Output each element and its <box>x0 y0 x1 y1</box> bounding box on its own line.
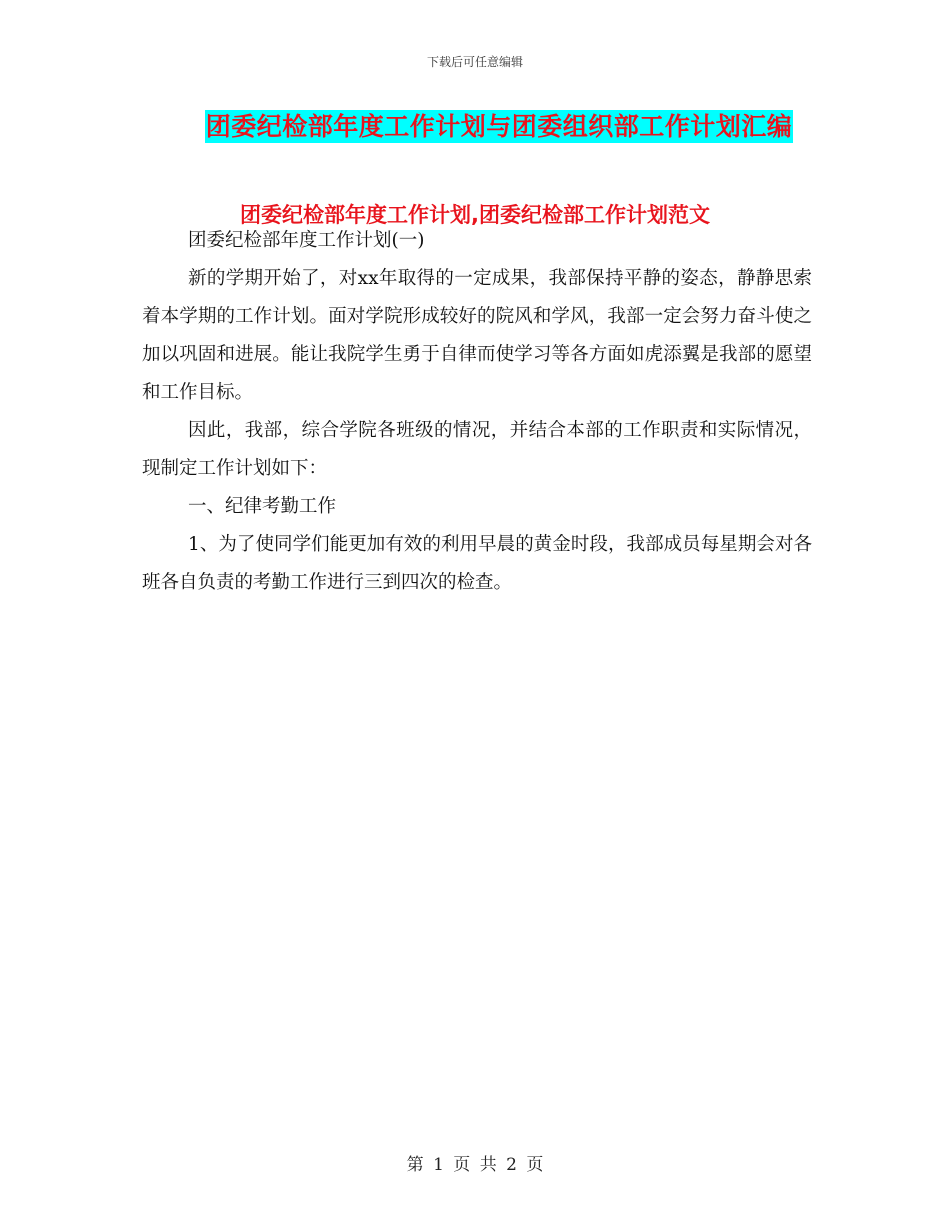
document-title-container <box>0 110 950 143</box>
page-footer: 第 1 页 共 2 页 <box>406 1155 544 1175</box>
document-body <box>142 222 812 602</box>
paragraph-intro: 新的学期开始了，对xx年取得的一定成果，我部保持平静的姿态，静静思索着本学期的工作计划。面对学院形成较好的院风和学风，我部一定会努力奋斗使之加以巩固和进展。能让我院学生勇于自律而使学习等各方面如虎添翼是我部的愿望和工作目标。 <box>142 268 812 403</box>
page-header: 下载后可任意编辑 <box>426 55 523 69</box>
paragraph-item-1: 1、为了使同学们能更加有效的利用早晨的黄金时段，我部成员每星期会对各班各自负责的考勤工作进行三到四次的检查。 <box>142 534 812 593</box>
paragraph-heading-attendance: 一、纪律考勤工作 <box>188 496 337 517</box>
paragraph-plan-basis: 因此，我部，综合学院各班级的情况，并结合本部的工作职责和实际情况，现制定工作计划如下： <box>142 420 812 479</box>
paragraph-subtitle: 团委纪检部年度工作计划(一) <box>188 230 425 251</box>
document-title: 团委纪检部年度工作计划与团委组织部工作计划汇编 <box>205 112 793 141</box>
section-title: 团委纪检部年度工作计划,团委纪检部工作计划范文 <box>240 203 710 227</box>
